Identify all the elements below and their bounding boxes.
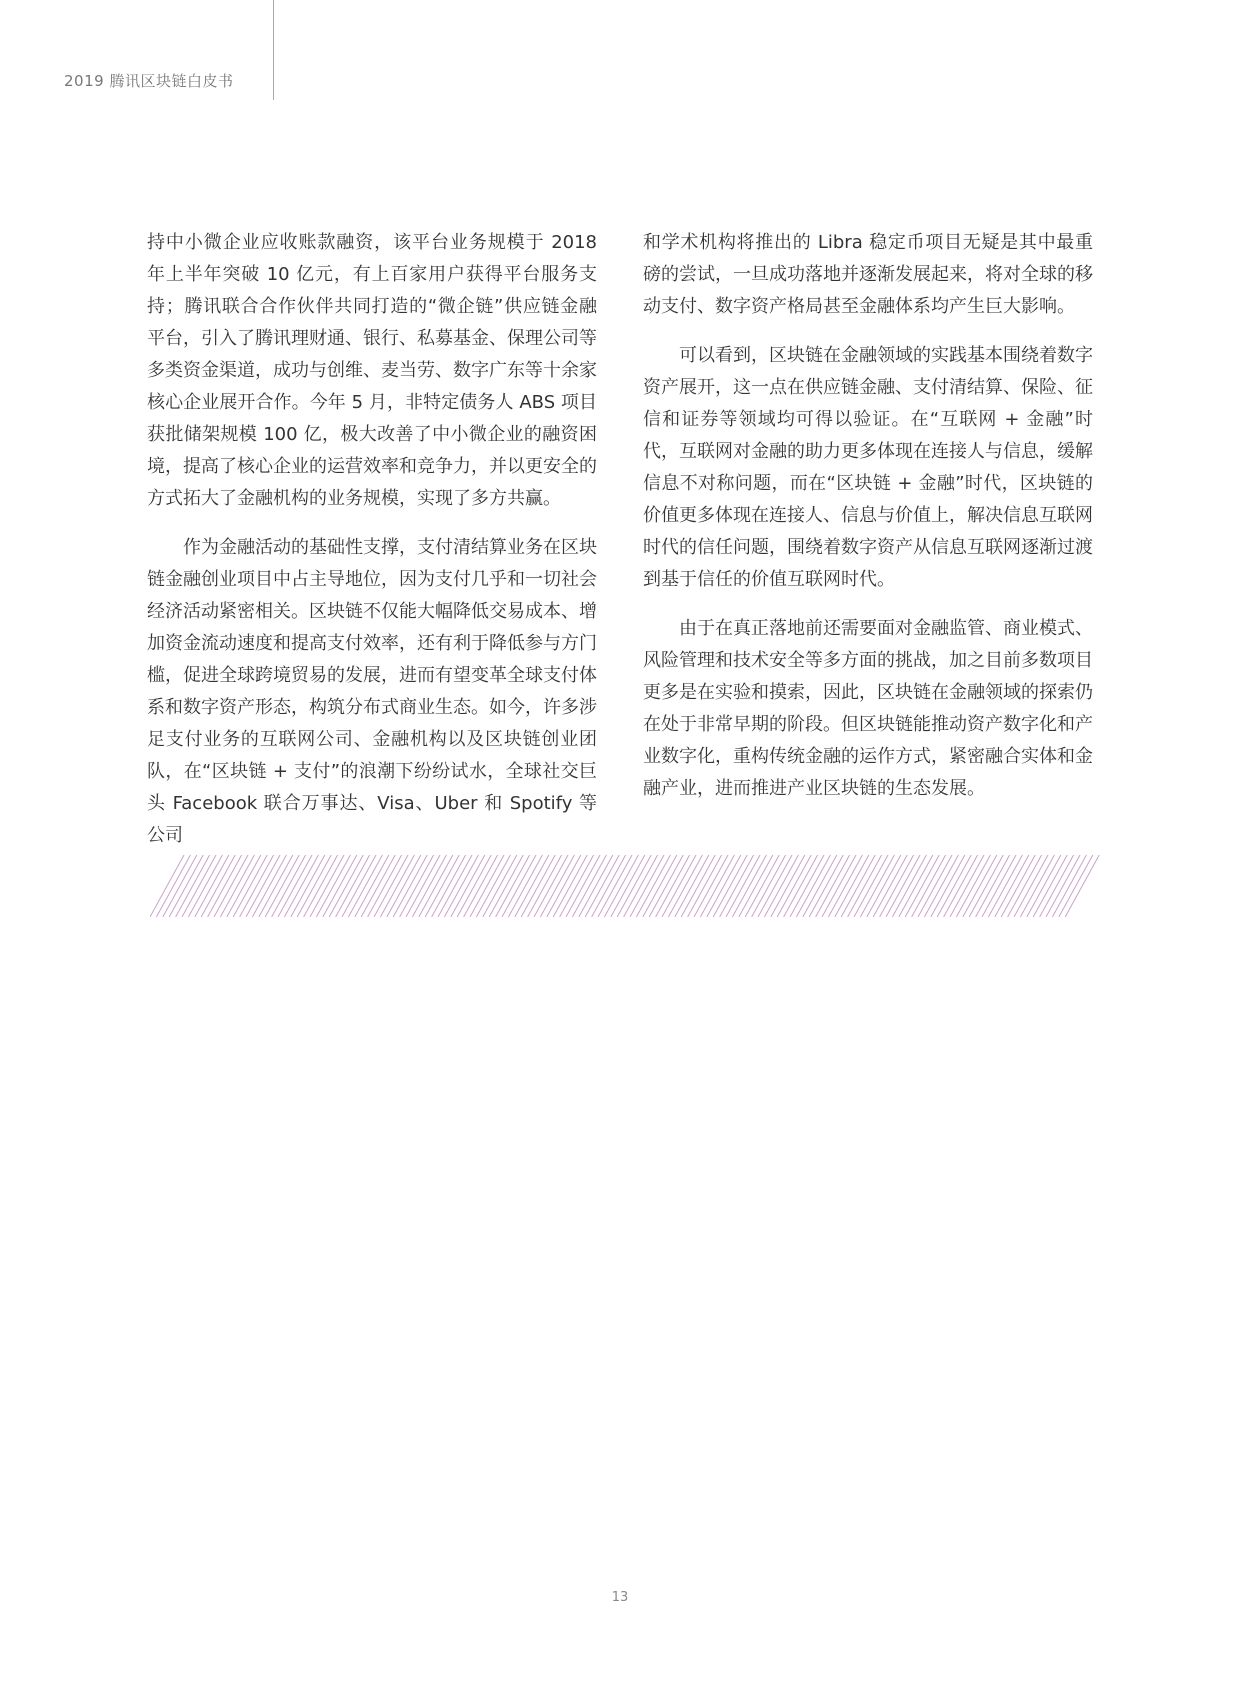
hatch-line [873,855,907,917]
hatch-line [233,855,267,917]
hatch-line [380,855,414,917]
hatch-line [688,855,722,917]
hatch-line [220,855,254,917]
hatch-line [304,855,338,917]
hatch-line [464,855,498,917]
right-paragraph-2: 可以看到，区块链在金融领域的实践基本围绕着数字资产展开，这一点在供应链金融、支付清结算、保险、征信和证券等领域均可得以验证。在“互联网 + 金融”时代，互联网对金融的助力更多体现在连接人与信息，缓解信息不对称问题，而在“区块链 + 金融”时代，区块链的价值更多体现在连接人、信息与价值上，解决信息互联网时代的信任问题，围绕着数字资产从信息互联网逐渐过渡到基于信任的价值互联网时代。 [643,345,1093,590]
hatch-line [540,855,574,917]
hatch-line [355,855,389,917]
hatch-line [528,855,562,917]
hatch-line [361,855,395,917]
hatch-line [630,855,664,917]
hatch-line [1020,855,1054,917]
hatch-line [476,855,510,917]
hatch-line [758,855,792,917]
hatch-line [764,855,798,917]
header-title: 2019 腾讯区块链白皮书 [64,72,234,90]
left-paragraph-2: 作为金融活动的基础性支撑，支付清结算业务在区块链金融创业项目中占主导地位，因为支付几乎和一切社会经济活动紧密相关。区块链不仅能大幅降低交易成本、增加资金流动速度和提高支付效率，还有利于降低参与方门槛，促进全球跨境贸易的发展，进而有望变革全球支付体系和数字资产形态，构筑分布式商业生态。如今，许多涉足支付业务的互联网公司、金融机构以及区块链创业团队，在“区块链 + 支付”的浪潮下纷纷试水，全球社交巨头 Facebook 联合万事达、Visa、Uber 和 Spotify 等公司 [147,537,597,846]
hatch-line [643,855,677,917]
hatch-line [265,855,299,917]
hatch-line [412,855,446,917]
left-paragraph-1: 持中小微企业应收账款融资，该平台业务规模于 2018 年上半年突破 10 亿元，有上百家用户获得平台服务支持；腾讯联合合作伙伴共同打造的“微企链”供应链金融平台，引入了腾讯理财通、银行、私募基金、保理公司等多类资金渠道，成功与创维、麦当劳、数字广东等十余家核心企业展开合作。今年 5 月，非特定债务人 ABS 项目获批储架规模 100 亿，极大改善了中小微企业的融资困境，提高了核心企业的运营效率和竞争力，并以更安全的方式拓大了金融机构的业务规模，实现了多方共赢。 [147,232,597,509]
hatch-line [592,855,626,917]
hatch-line [969,855,1003,917]
page-number: 13 [611,1590,629,1605]
hatch-line [1001,855,1035,917]
hatch-line [393,855,427,917]
hatch-line [771,855,805,917]
hatch-line [822,855,856,917]
hatch-line [502,855,536,917]
hatch-line [585,855,619,917]
hatch-line [496,855,530,917]
hatch-line [809,855,843,917]
hatch-line [451,855,485,917]
hatch-line [534,855,568,917]
hatch-line [169,855,203,917]
hatch-line [950,855,984,917]
hatch-line [246,855,280,917]
hatch-line [150,855,184,917]
hatch-line [976,855,1010,917]
hatch-line [867,855,901,917]
hatch-line [553,855,587,917]
hatch-line [803,855,837,917]
hatch-line [214,855,248,917]
hatch-line [777,855,811,917]
hatch-line [598,855,632,917]
hatch-line [668,855,702,917]
hatch-line [656,855,690,917]
hatch-line [700,855,734,917]
hatched-divider-band [150,855,1104,917]
hatch-line [457,855,491,917]
hatch-line [188,855,222,917]
hatch-line [1040,855,1074,917]
hatch-line [566,855,600,917]
hatch-line [406,855,440,917]
hatch-line [1046,855,1080,917]
hatch-line [272,855,306,917]
hatch-line [726,855,760,917]
hatch-line [937,855,971,917]
hatch-line [572,855,606,917]
hatch-line [323,855,357,917]
hatch-line [828,855,862,917]
hatch-line [611,855,645,917]
hatch-line [316,855,350,917]
hatch-line [745,855,779,917]
hatch-line [880,855,914,917]
hatch-line [1008,855,1042,917]
hatch-line [342,855,376,917]
hatch-line [931,855,965,917]
hatch-line [515,855,549,917]
hatch-line [508,855,542,917]
hatch-line [1052,855,1086,917]
hatch-line [649,855,683,917]
hatch-line [374,855,408,917]
hatch-line [547,855,581,917]
hatch-line [662,855,696,917]
hatch-line [720,855,754,917]
hatch-line [1027,855,1061,917]
right-paragraph-3: 由于在真正落地前还需要面对金融监管、商业模式、风险管理和技术安全等多方面的挑战，加之目前多数项目更多是在实验和摸索，因此，区块链在金融领域的探索仍在处于非常早期的阶段。但区块链能推动资产数字化和产业数字化，重构传统金融的运作方式，紧密融合实体和金融产业，进而推进产业区块链的生态发展。 [643,618,1093,799]
hatch-line [227,855,261,917]
hatch-line [636,855,670,917]
hatch-line [956,855,990,917]
hatch-line [707,855,741,917]
hatch-line [982,855,1016,917]
hatch-line [329,855,363,917]
hatch-line [579,855,613,917]
hatch-line [521,855,555,917]
hatch-line [163,855,197,917]
hatch-line [892,855,926,917]
hatch-line [816,855,850,917]
hatch-lines [150,855,1099,917]
hatch-line [899,855,933,917]
hatch-line [1065,855,1099,917]
hatch-line [732,855,766,917]
hatch-line [790,855,824,917]
hatch-line [336,855,370,917]
hatch-line [284,855,318,917]
hatch-line [278,855,312,917]
hatch-line [444,855,478,917]
hatch-line [835,855,869,917]
hatch-line [988,855,1022,917]
hatch-line [854,855,888,917]
hatch-line [860,855,894,917]
hatch-line [752,855,786,917]
hatch-line [156,855,190,917]
hatch-line [201,855,235,917]
hatch-line [796,855,830,917]
hatch-line [400,855,434,917]
hatch-line [310,855,344,917]
hatch-line [1059,855,1093,917]
hatch-line [912,855,946,917]
hatch-line [176,855,210,917]
hatch-line [624,855,658,917]
hatch-line [675,855,709,917]
hatch-line [291,855,325,917]
left-column [147,227,597,869]
hatch-line [195,855,229,917]
hatch-line [617,855,651,917]
hatch-line [694,855,728,917]
hatch-line [905,855,939,917]
hatch-line [918,855,952,917]
hatch-line [944,855,978,917]
hatch-line [886,855,920,917]
hatch-line [924,855,958,917]
hatch-line [208,855,242,917]
hatch-line [348,855,382,917]
hatch-line [489,855,523,917]
hatch-line [1014,855,1048,917]
hatch-line [483,855,517,917]
hatch-line [297,855,331,917]
hatch-line [419,855,453,917]
hatch-line [848,855,882,917]
hatch-line [681,855,715,917]
hatch-line [995,855,1029,917]
hatch-line [182,855,216,917]
hatch-line [604,855,638,917]
hatch-line [713,855,747,917]
hatch-line [784,855,818,917]
right-column [643,227,1093,822]
hatch-line [252,855,286,917]
hatch-line [432,855,466,917]
hatch-line [841,855,875,917]
hatch-line [259,855,293,917]
hatch-line [560,855,594,917]
hatch-line [1033,855,1067,917]
hatch-line [963,855,997,917]
hatch-line [368,855,402,917]
right-paragraph-1: 和学术机构将推出的 Libra 稳定币项目无疑是其中最重磅的尝试，一旦成功落地并逐渐发展起来，将对全球的移动支付、数字资产格局甚至金融体系均产生巨大影响。 [643,232,1093,317]
hatch-line [438,855,472,917]
hatch-line [739,855,773,917]
hatch-line [240,855,274,917]
hatch-line [387,855,421,917]
hatch-line [425,855,459,917]
header-divider [273,0,274,100]
hatch-line [470,855,504,917]
